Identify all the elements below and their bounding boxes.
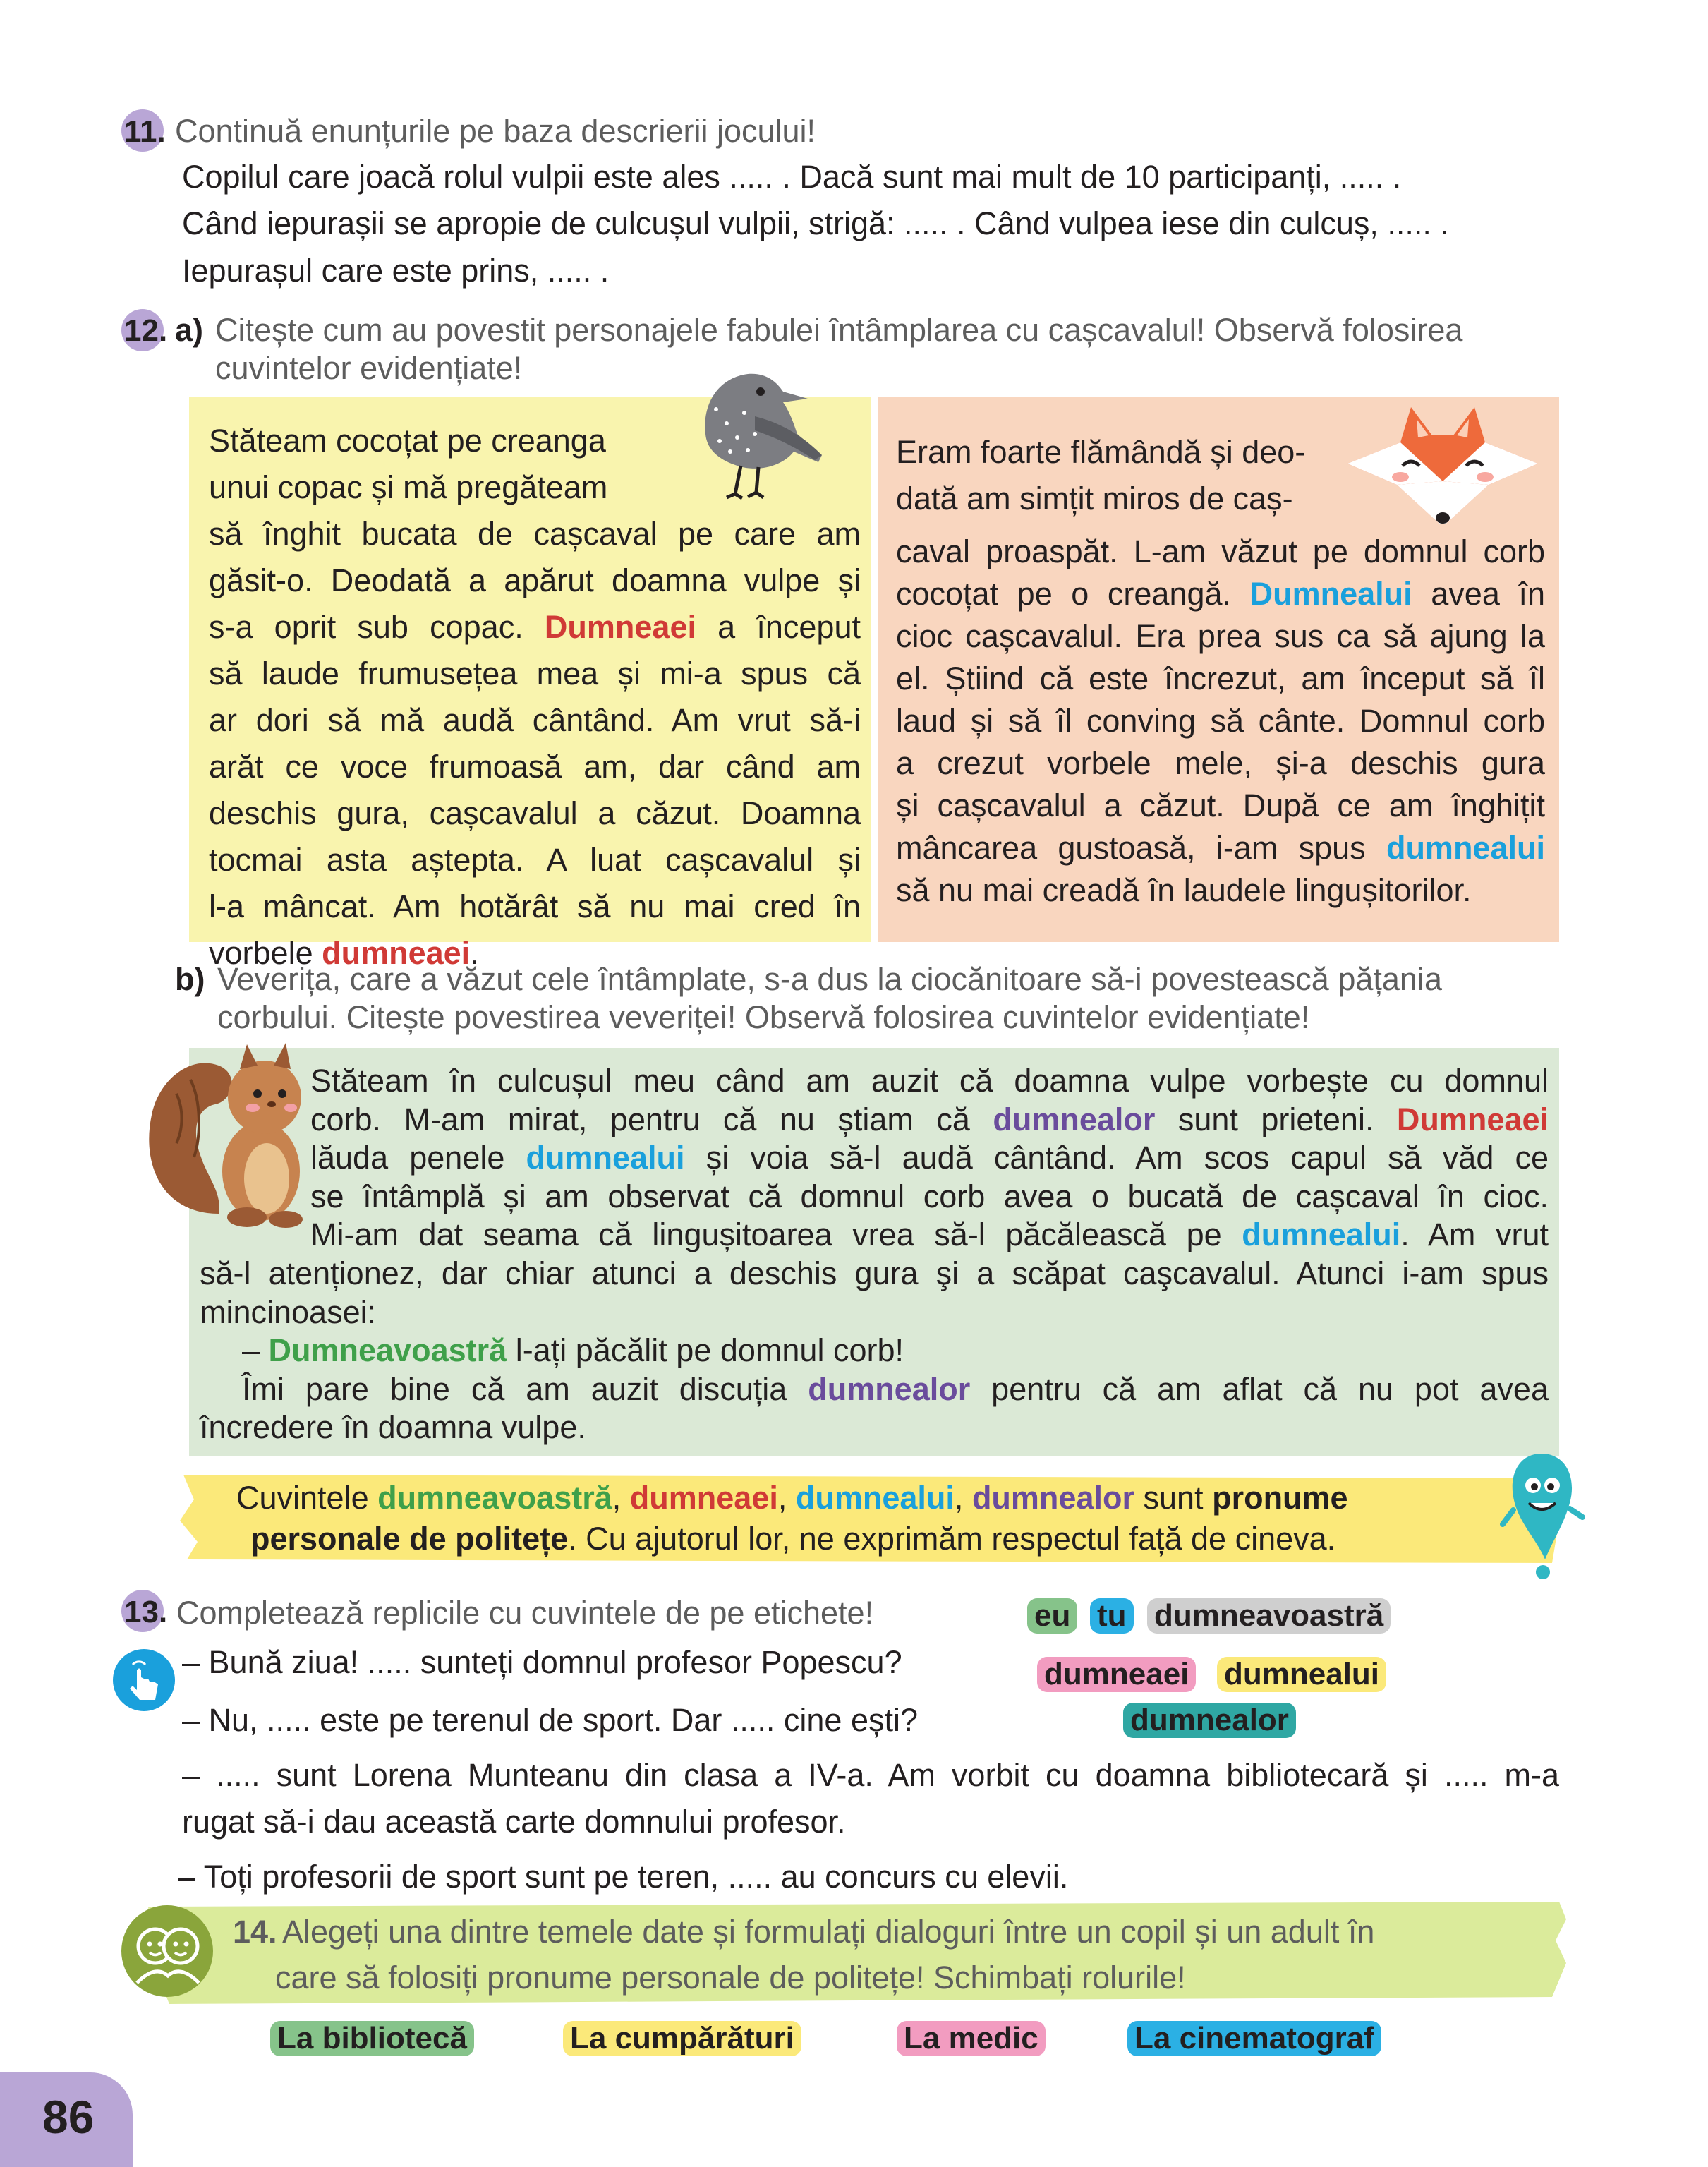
exercise-11-line: Iepurașul care este prins, ..... .	[182, 253, 610, 289]
polite-pronoun-dumneavoastra: Dumneavoastră	[268, 1332, 507, 1368]
polite-pronoun-dumnealor: dumnealor	[993, 1101, 1156, 1137]
fox-text: avea în	[1431, 576, 1545, 612]
squirrel-text: lăuda penele	[310, 1140, 505, 1176]
dialogue-line: – Toți profesorii de sport sunt pe teren, ..... au concurs cu elevii.	[178, 1859, 1069, 1895]
exercise-12-number: 12.	[124, 313, 168, 348]
fox-line: dată am simțit miros de caș-	[896, 481, 1293, 517]
fox-line: laud și să îl conving să cânte. Domnul corb	[896, 703, 1545, 739]
polite-pronouns-rule	[236, 1478, 1499, 1559]
theme-tag-cinema[interactable]: La cinematograf	[1127, 2021, 1381, 2056]
exercise-11-line: Copilul care joacă rolul vulpii este ales ..... . Dacă sunt mai mult de 10 participanți, ..... .	[182, 159, 1402, 195]
exercise-12a-label: a)	[175, 312, 204, 348]
squirrel-line: mincinoasei:	[200, 1293, 377, 1330]
polite-pronoun-dumneavoastra: dumneavoastră	[377, 1480, 612, 1516]
tap-hand-icon	[113, 1649, 175, 1711]
polite-pronoun-dumnealui: Dumnealui	[1249, 576, 1412, 612]
crow-line: deschis gura, cașcavalul a căzut. Doamna	[209, 795, 861, 831]
rule-text: ,	[777, 1480, 787, 1516]
squirrel-text: sunt prieteni.	[1177, 1101, 1374, 1137]
exercise-14-instruction: Alegeți una dintre temele date și formulați dialoguri între un copil și un adult în	[282, 1914, 1375, 1950]
fox-line: el. Știind că este încrezut, am început să îl	[896, 660, 1545, 696]
exercise-14-instruction: care să folosiți pronume personale de politețe! Schimbați rolurile!	[275, 1960, 1186, 1996]
crow-line: să înghit bucata de cașcaval pe care am	[209, 516, 861, 552]
exercise-12b-instruction: corbului. Citește povestirea veveriței! Observă folosirea cuvintelor evidențiate!	[217, 999, 1310, 1035]
fox-line: cioc cașcavalul. Era prea sus ca să ajung la	[896, 618, 1545, 654]
word-tag-eu[interactable]: eu	[1027, 1598, 1077, 1634]
rule-term: personale de politețe	[250, 1521, 569, 1557]
exercise-11-number: 11.	[124, 114, 166, 149]
polite-pronoun-dumneaei: dumneaei	[629, 1480, 778, 1516]
crow-line	[209, 604, 861, 651]
exercise-13-number: 13.	[124, 1595, 168, 1629]
polite-pronoun-dumnealui: dumnealui	[526, 1140, 685, 1176]
rule-text: ,	[954, 1480, 964, 1516]
fox-line	[896, 827, 1545, 869]
polite-pronoun-dumnealui: dumnealui	[1386, 830, 1545, 866]
crow-text: s-a oprit sub copac.	[209, 609, 523, 645]
squirrel-text: –	[242, 1332, 260, 1368]
squirrel-story-text	[310, 1062, 1549, 1255]
squirrel-text: corb. M-am mirat, pentru că nu știam că	[310, 1101, 970, 1137]
page-number: 86	[42, 2091, 95, 2143]
crow-line: să laude frumusețea mea și mi-a spus că	[209, 656, 861, 692]
squirrel-text: pentru că am aflat că nu pot avea	[991, 1370, 1549, 1407]
crow-line: l-a mâncat. Am hotărât să nu mai cred în	[209, 888, 861, 924]
fox-story-text	[896, 531, 1545, 912]
exercise-12b-instruction: Veverița, care a văzut cele întâmplate, s-a dus la ciocănitoare să-i povestească pățania	[217, 961, 1442, 997]
theme-tag-doctor[interactable]: La medic	[897, 2021, 1046, 2056]
crow-line: tocmai asta aștepta. A luat cașcavalul și	[209, 842, 861, 878]
crow-line: Stăteam cocoțat pe creanga	[209, 423, 606, 459]
dialogue-text: – ..... sunt Lorena Munteanu din clasa a IV-a. Am vorbit cu doamna bibliotecară și ..... m-a	[182, 1757, 1559, 1793]
fox-line	[896, 573, 1545, 615]
exercise-12a-instruction: Citește cum au povestit personajele fabulei întâmplarea cu cașcavalul! Observă folosirea	[215, 312, 1463, 348]
crow-line: găsit-o. Deodată a apărut doamna vulpe și	[209, 562, 861, 598]
crow-text: .	[470, 935, 479, 971]
crow-text: a început	[717, 609, 861, 645]
dialogue-line: – Nu, ..... este pe terenul de sport. Dar ..... cine ești?	[182, 1702, 919, 1738]
fox-line: să nu mai creadă în laudele lingușitorilor.	[896, 872, 1472, 908]
squirrel-text: l-ați păcălit pe domnul corb!	[515, 1332, 904, 1368]
exercise-12b-label: b)	[175, 961, 205, 997]
word-tag-tu[interactable]: tu	[1090, 1598, 1134, 1634]
rule-text: sunt	[1143, 1480, 1204, 1516]
squirrel-line	[310, 1139, 1549, 1178]
squirrel-line	[310, 1216, 1549, 1255]
rule-text: Cuvintele	[236, 1480, 369, 1516]
dialogue-line: – Bună ziua! ..... sunteți domnul profesor Popescu?	[182, 1644, 902, 1680]
polite-pronoun-dumnealui: dumnealui	[1242, 1217, 1401, 1252]
theme-tag-shopping[interactable]: La cumpărături	[563, 2021, 801, 2056]
theme-tag-library[interactable]: La bibliotecă	[270, 2021, 474, 2056]
polite-pronoun-dumneaei: dumneaei	[322, 935, 471, 971]
fox-text: cocoțat pe o creangă.	[896, 576, 1232, 612]
squirrel-line	[200, 1332, 1549, 1370]
exercise-11-instruction: Continuă enunțurile pe baza descrierii jocului!	[175, 113, 816, 149]
squirrel-text: Mi-am dat seama că lingușitoarea vrea să-l păcălească pe	[310, 1217, 1222, 1252]
crow-line: ar dori să mă audă cântând. Am vrut să-i	[209, 702, 861, 738]
polite-pronoun-dumnealui: dumnealui	[795, 1480, 955, 1516]
dialogue-line: rugat să-i dau această carte domnului profesor.	[182, 1804, 846, 1840]
squirrel-line: Stăteam în culcușul meu când am auzit că doamna vulpe vorbește cu domnul	[310, 1063, 1549, 1099]
squirrel-text: Îmi pare bine că am auzit discuția	[242, 1370, 787, 1407]
rule-text: . Cu ajutorul lor, ne exprimăm respectul față de cineva.	[568, 1521, 1336, 1557]
exercise-14-number: 14.	[233, 1914, 277, 1950]
rule-term: pronume	[1212, 1480, 1348, 1516]
squirrel-story-text	[200, 1255, 1549, 1447]
fox-line: și cașcavalul a căzut. După ce am înghițit	[896, 787, 1545, 823]
squirrel-line	[310, 1101, 1549, 1140]
pair-work-icon	[121, 1905, 213, 1997]
squirrel-text: . Am vrut	[1400, 1217, 1549, 1252]
crow-story-text	[209, 418, 861, 977]
squirrel-illustration	[134, 1037, 317, 1235]
polite-pronoun-dumnealor: dumnealor	[971, 1480, 1134, 1516]
exercise-12a-instruction: cuvintelor evidențiate!	[215, 350, 523, 386]
crow-text: vorbele	[209, 935, 313, 971]
crow-line: unui copac și mă pregăteam	[209, 469, 608, 505]
mascot-icon	[1499, 1447, 1587, 1581]
fox-story-text	[896, 429, 1545, 522]
exercise-11-line: Când iepurașii se apropie de culcușul vulpii, strigă: ..... . Când vulpea iese din culcuș, ..... .	[182, 205, 1449, 241]
word-tag-dumnealor[interactable]: dumnealor	[1123, 1703, 1296, 1738]
fox-text: mâncarea gustoasă, i-am spus	[896, 830, 1366, 866]
polite-pronoun-dumnealor: dumnealor	[808, 1370, 971, 1407]
exercise-13-instruction: Completează replicile cu cuvintele de pe etichete!	[176, 1595, 874, 1631]
dialogue-line	[182, 1757, 1559, 1794]
fox-line: Eram foarte flămândă și deo-	[896, 434, 1306, 470]
word-tag-dumnealui[interactable]: dumnealui	[1217, 1657, 1386, 1692]
squirrel-line: încredere în doamna vulpe.	[200, 1409, 586, 1445]
fox-line: a crezut vorbele mele, și-a deschis gura	[896, 745, 1545, 781]
squirrel-line	[200, 1370, 1549, 1409]
word-tag-dumneavoastra[interactable]: dumneavoastră	[1147, 1598, 1391, 1634]
rule-text: ,	[612, 1480, 622, 1516]
squirrel-text: și voia să-l audă cântând. Am scos capul să văd ce	[705, 1140, 1549, 1176]
word-tag-dumneaei[interactable]: dumneaei	[1037, 1657, 1196, 1692]
squirrel-line: să-l atenționez, dar chiar atunci a deschis gura şi a scăpat caşcavalul. Atunci i-am spus	[200, 1255, 1549, 1291]
squirrel-line: se întâmplă și am observat că domnul corb avea o bucată de cașcaval în cioc.	[310, 1178, 1549, 1214]
polite-pronoun-dumneaei: Dumneaei	[544, 609, 696, 645]
fox-line: caval proaspăt. L-am văzut pe domnul corb	[896, 533, 1545, 569]
polite-pronoun-dumneaei: Dumneaei	[1396, 1101, 1549, 1137]
crow-line: arăt ce voce frumoasă am, dar când am	[209, 749, 861, 785]
